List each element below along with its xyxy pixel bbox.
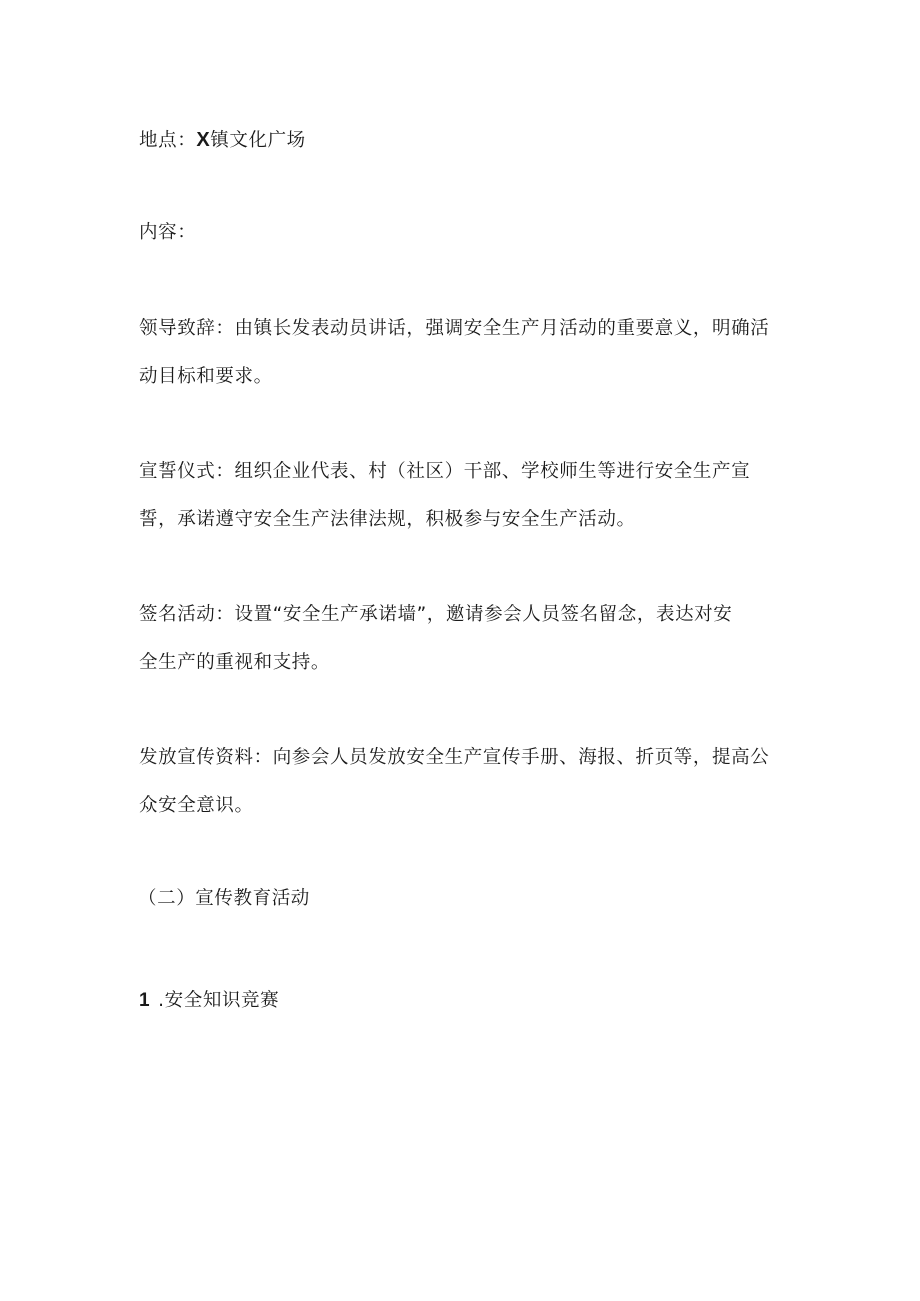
paragraph-signing-activity-line1: 签名活动：设置“安全生产承诺墙”，邀请参会人员签名留念，表达对安 xyxy=(139,604,733,625)
paragraph-leader-speech-line1: 领导致辞：由镇长发表动员讲话，强调安全生产月活动的重要意义，明确活 xyxy=(139,318,770,339)
paragraph-materials-line1: 发放宣传资料：向参会人员发放安全生产宣传手册、海报、折页等，提高公 xyxy=(139,747,770,768)
subsection-heading xyxy=(139,988,799,1014)
location-value: 镇文化广场 xyxy=(210,130,306,151)
location-label: 地点： xyxy=(139,130,197,151)
location-x-mark: X xyxy=(196,129,211,151)
subsection-number: 1 xyxy=(139,990,151,1011)
paragraph-materials-line2: 众安全意识。 xyxy=(139,795,254,816)
section-heading: （二）宣传教育活动 xyxy=(138,888,310,909)
paragraph-oath-ceremony-line1: 宣誓仪式：组织企业代表、村（社区）干部、学校师生等进行安全生产宣 xyxy=(139,461,751,482)
paragraph-oath-ceremony-line2: 誓，承诺遵守安全生产法律法规，积极参与安全生产活动。 xyxy=(139,509,636,530)
location-line xyxy=(139,127,799,154)
subsection-title: .安全知识竞赛 xyxy=(158,990,280,1011)
content-heading: 内容： xyxy=(139,222,197,243)
paragraph-signing-activity-line2: 全生产的重视和支持。 xyxy=(139,652,331,673)
paragraph-leader-speech-line2: 动目标和要求。 xyxy=(139,366,273,387)
